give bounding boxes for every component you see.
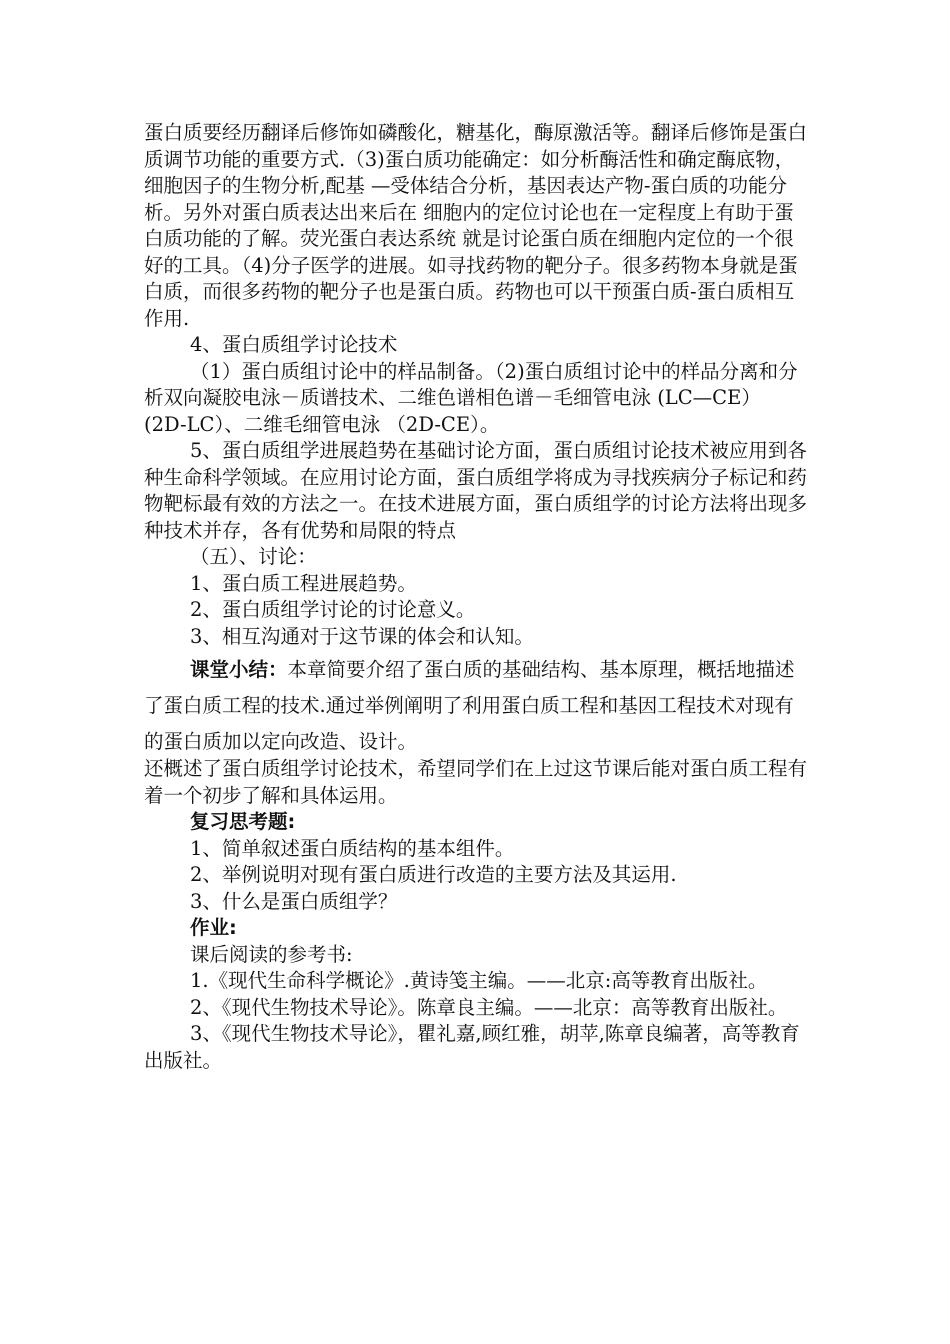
review-question: 2、举例说明对现有蛋白质进行改造的主要方法及其运用. (190, 863, 677, 886)
review-question: 3、什么是蛋白质组学？ (190, 889, 398, 913)
homework-label: 作业: (190, 916, 237, 939)
summary-text: 本章简要介绍了蛋白质的基础结构、基本原理，概括地描述了蛋白质工程的技术.通过举例阐明了利用蛋白质工程和基因工程技术对现有的蛋白质加以定向改造、设计。 (144, 658, 795, 753)
paragraph-protein-function: 蛋白质要经历翻译后修饰如磷酸化，糖基化，酶原激活等。翻译后修饰是蛋白质调节功能的重要方式.（3)蛋白质功能确定：如分析酶活性和确定酶底物，细胞因子的生物分析,配基 —受体结合分析，基因表达产物-蛋白质的功能分析。另外对蛋白质表达出来后在 细胞内的定位讨论也在一定程度上有助于蛋白质功能的了解。荧光蛋白表达系统 就是讨论蛋白质在细胞内定位的一个很好的工具。（4)分子医学的进展。如寻找药物的靶分子。很多药物本身就是蛋白质，而很多药物的靶分子也是蛋白质。药物也可以干预蛋白质-蛋白质相互作用. (144, 121, 808, 330)
document-page (144, 120, 808, 1074)
reference-book: 2、《现代生物技术导论》。陈章良主编。——北京：高等教育出版社。 (190, 995, 788, 1019)
reference-book: 1.《现代生命科学概论》.黄诗笺主编。——北京:高等教育出版社。 (190, 969, 768, 992)
heading-proteomics-techniques: 4、蛋白质组学讨论技术 (190, 333, 398, 356)
summary-label: 课堂小结： (190, 658, 288, 681)
reference-book: 3、《现代生物技术导论》，瞿礼嘉,顾红雅，胡苹,陈章良编著，高等教育出版社。 (144, 1022, 800, 1072)
discussion-item: 1、蛋白质工程进展趋势。 (190, 571, 417, 595)
summary-continuation: 还概述了蛋白质组学讨论技术，希望同学们在上过这节课后能对蛋白质工程有着一个初步了解和具体运用。 (144, 757, 808, 807)
homework-intro: 课后阅读的参考书: (190, 942, 353, 966)
discussion-item: 2、蛋白质组学讨论的讨论意义。 (190, 598, 476, 621)
review-question: 1、简单叙述蛋白质结构的基本组件。 (190, 836, 515, 860)
class-summary (144, 652, 808, 760)
paragraph-proteomics-trends: 5、蛋白质组学进展趋势在基础讨论方面，蛋白质组讨论技术被应用到各种生命科学领域。在应用讨论方面，蛋白质组学将成为寻找疾病分子标记和药物靶标最有效的方法之一。在技术进展方面，蛋白质组学的讨论方法将出现多种技术并存，各有优势和局限的特点 (144, 439, 808, 542)
review-questions-label: 复习思考题: (190, 810, 296, 833)
discussion-item: 3、相互沟通对于这节课的体会和认知。 (190, 624, 534, 648)
paragraph-sample-preparation: （1）蛋白质组讨论中的样品制备。（2)蛋白质组讨论中的样品分离和分析双向凝胶电泳－质谱技术、二维色谱相色谱－毛细管电泳 (LC—CE） (2D-LC）、二维毛细管电泳 （2D-CE）。 (144, 359, 798, 436)
discussion-title: （五）、讨论： (190, 545, 317, 568)
